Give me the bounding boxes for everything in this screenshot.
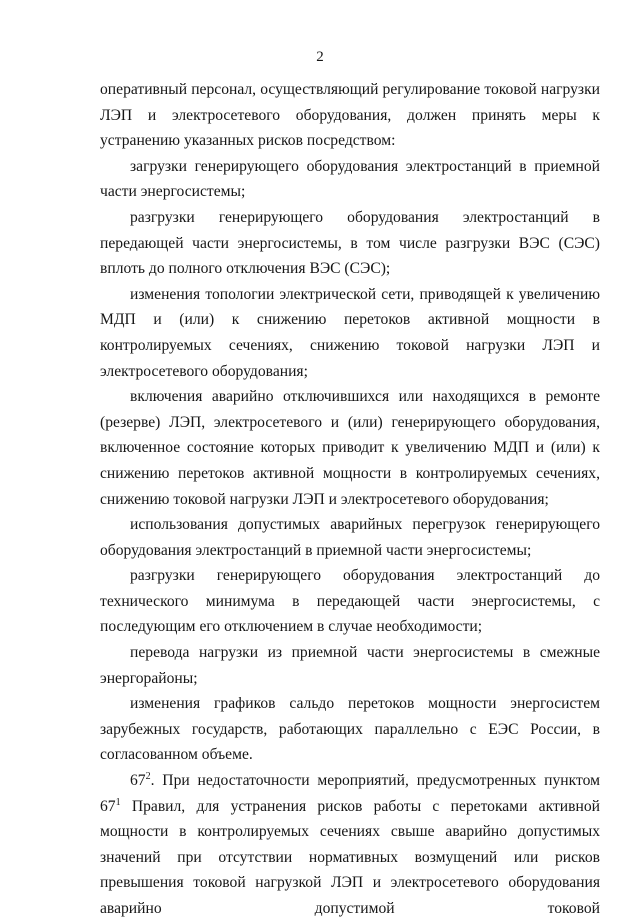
clause-number-superscript: 2 [145, 770, 151, 782]
clause-number: 67 [130, 772, 146, 790]
list-item-transfer-load: перевода нагрузки из приемной части энергосистемы в смежные энергорайоны; [100, 644, 600, 687]
paragraph-intro: оперативный персонал, осуществляющий регулирование токовой нагрузки ЛЭП и электросетевого оборудования, должен принять меры к устранению указанных рисков посредством: [100, 81, 600, 150]
list-item-saldo-schedules: изменения графиков сальдо перетоков мощности энергосистем зарубежных государств, работающих параллельно с ЕЭС России, в согласованном объеме. [100, 695, 600, 764]
list-item-unload-generation: разгрузки генерирующего оборудования электростанций в передающей части энергосистемы, в том числе разгрузки ВЭС (СЭС) вплоть до полного отключения ВЭС (СЭС); [100, 208, 600, 278]
document-body [100, 77, 600, 922]
list-item-switch-on-equipment: включения аварийно отключившихся или находящихся в ремонте (резерве) ЛЭП, электросетевого и (или) генерирующего оборудования, включенное состояние которых приводит к увеличению МДП и (или) к снижению перетоков активной мощности в контролируемых сечениях, снижению токовой нагрузки ЛЭП и электросетевого оборудования; [100, 388, 600, 508]
clause-text-continuation: Правил, для устранения рисков работы с перетоками активной мощности в контролируемых сечениях свыше аварийно допустимых значений при отсутствии нормативных возмущений или рисков превышения токовой нагрузкой ЛЭП и электросетевого оборудования аварийно допустимой токовой [100, 797, 600, 917]
clause-67-2 [100, 768, 600, 922]
clause-reference-superscript: 1 [115, 796, 121, 808]
list-item-allowed-overloads: использования допустимых аварийных перегрузок генерирующего оборудования электростанций в приемной части энергосистемы; [100, 516, 600, 559]
clause-text-start: . При недостаточности мероприятий, предусмотренных пунктом 67 [100, 772, 600, 815]
list-item-topology-change: изменения топологии электрической сети, приводящей к увеличению МДП и (или) к снижению перетоков активной мощности в контролируемых сечениях, снижению токовой нагрузки ЛЭП и электросетевого оборудования; [100, 285, 600, 380]
page-number: 2 [316, 49, 324, 65]
list-item-technical-minimum: разгрузки генерирующего оборудования электростанций до технического минимума в передающей части энергосистемы, с последующим его отключением в случае необходимости; [100, 567, 600, 636]
list-item-load-generation: загрузки генерирующего оборудования электростанций в приемной части энергосистемы; [100, 157, 600, 201]
